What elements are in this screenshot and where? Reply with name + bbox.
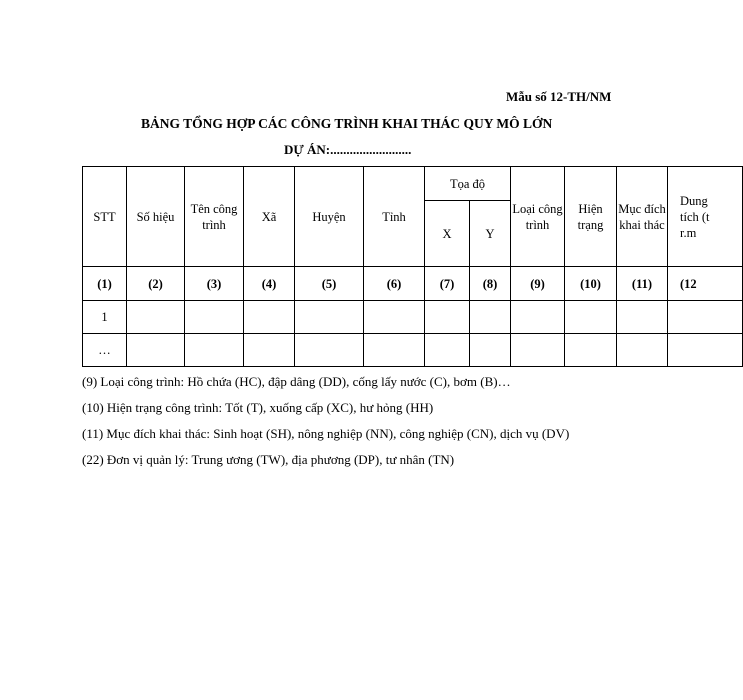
column-number: (1) bbox=[83, 267, 127, 301]
document-title: BẢNG TỔNG HỢP CÁC CÔNG TRÌNH KHAI THÁC QUY MÔ LỚN bbox=[141, 116, 553, 131]
table-cell bbox=[364, 334, 425, 367]
table-cell bbox=[511, 334, 565, 367]
table-cell bbox=[470, 301, 511, 334]
table-cell bbox=[617, 334, 668, 367]
header-dung-tich-text: Dung tích (tr.m bbox=[680, 193, 710, 240]
header-loai-cong-trinh: Loại công trình bbox=[511, 167, 565, 267]
table-cell bbox=[244, 301, 295, 334]
form-code: Mẫu số 12-TH/NM bbox=[506, 89, 612, 104]
column-number: (2) bbox=[127, 267, 185, 301]
header-huyen: Huyện bbox=[295, 167, 364, 267]
table-cell bbox=[127, 301, 185, 334]
table-cell bbox=[668, 301, 743, 334]
table-cell bbox=[668, 334, 743, 367]
table-cell bbox=[425, 301, 470, 334]
header-ten-cong-trinh: Tên công trình bbox=[185, 167, 244, 267]
summary-table-container bbox=[82, 166, 710, 368]
table-cell bbox=[185, 301, 244, 334]
header-so-hieu: Số hiệu bbox=[127, 167, 185, 267]
column-number: (4) bbox=[244, 267, 295, 301]
column-number: (7) bbox=[425, 267, 470, 301]
header-tinh: Tỉnh bbox=[364, 167, 425, 267]
table-cell bbox=[617, 301, 668, 334]
notes-section bbox=[82, 373, 569, 477]
header-muc-dich: Mục đích khai thác bbox=[617, 167, 668, 267]
column-number: (8) bbox=[470, 267, 511, 301]
table-cell bbox=[364, 301, 425, 334]
table-cell bbox=[470, 334, 511, 367]
header-xa: Xã bbox=[244, 167, 295, 267]
table-cell bbox=[295, 334, 364, 367]
summary-table bbox=[82, 166, 743, 367]
table-cell bbox=[425, 334, 470, 367]
table-row bbox=[83, 334, 743, 367]
table-cell bbox=[565, 334, 617, 367]
note-line: (22) Đơn vị quản lý: Trung ương (TW), địa phương (DP), tư nhân (TN) bbox=[82, 452, 455, 467]
column-number: (5) bbox=[295, 267, 364, 301]
column-number: (6) bbox=[364, 267, 425, 301]
row-stt: 1 bbox=[83, 301, 127, 334]
column-number-row bbox=[83, 267, 743, 301]
table-cell bbox=[511, 301, 565, 334]
column-number: (3) bbox=[185, 267, 244, 301]
header-x: X bbox=[425, 201, 470, 267]
column-number: (12 bbox=[668, 267, 743, 301]
table-cell bbox=[295, 301, 364, 334]
table-row bbox=[83, 301, 743, 334]
table-cell bbox=[185, 334, 244, 367]
header-stt: STT bbox=[83, 167, 127, 267]
column-number: (9) bbox=[511, 267, 565, 301]
header-hien-trang: Hiện trạng bbox=[565, 167, 617, 267]
note-line: (11) Mục đích khai thác: Sinh hoạt (SH), nông nghiệp (NN), công nghiệp (CN), dịch vụ (DV) bbox=[82, 426, 570, 441]
header-toa-do: Tọa độ bbox=[425, 167, 511, 201]
table-cell bbox=[244, 334, 295, 367]
table-cell bbox=[127, 334, 185, 367]
note-line: (10) Hiện trạng công trình: Tốt (T), xuống cấp (XC), hư hỏng (HH) bbox=[82, 400, 434, 415]
row-stt: … bbox=[83, 334, 127, 367]
header-dung-tich bbox=[668, 167, 743, 267]
project-line: DỰ ÁN:......................... bbox=[284, 142, 412, 157]
column-number: (11) bbox=[617, 267, 668, 301]
header-y: Y bbox=[470, 201, 511, 267]
table-cell bbox=[565, 301, 617, 334]
note-line: (9) Loại công trình: Hồ chứa (HC), đập dâng (DD), cống lấy nước (C), bơm (B)… bbox=[82, 374, 511, 389]
column-number: (10) bbox=[565, 267, 617, 301]
